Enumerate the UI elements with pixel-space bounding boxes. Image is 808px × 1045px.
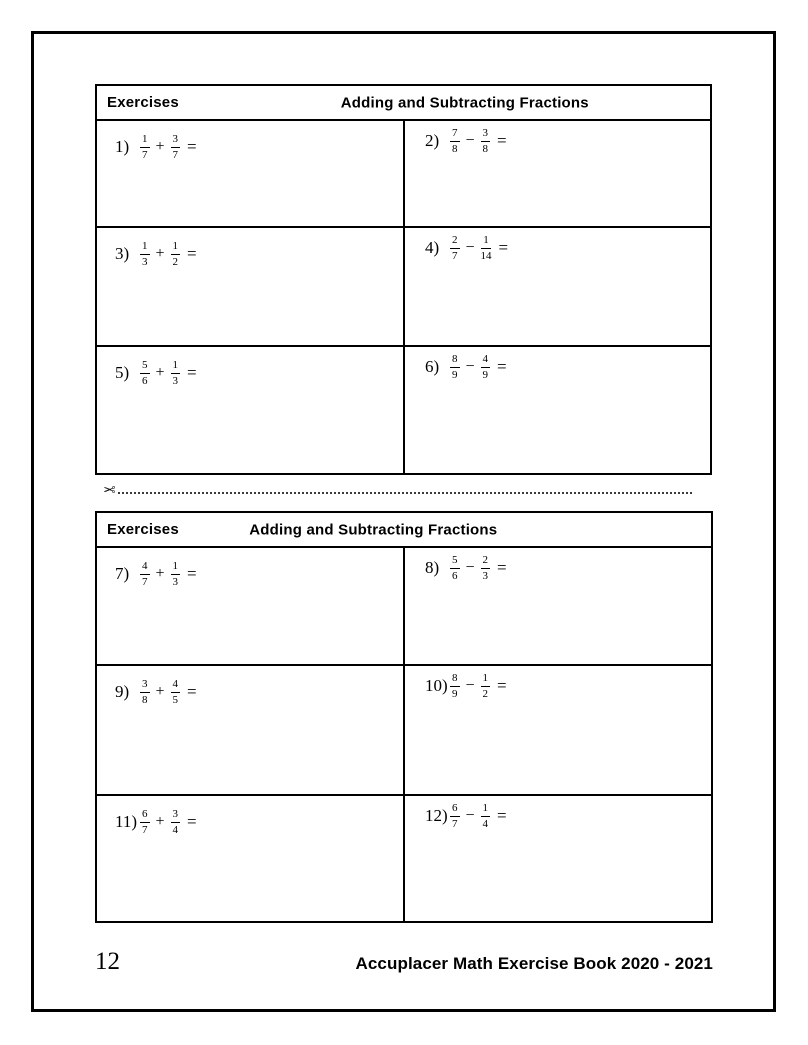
equals-sign: =	[497, 131, 507, 151]
problem-cell-11	[97, 796, 405, 921]
problem-cell-1	[97, 121, 405, 226]
denominator: 7	[142, 823, 148, 836]
denominator: 4	[482, 817, 489, 830]
numerator: 1	[171, 359, 181, 374]
denominator: 6	[142, 374, 148, 387]
numerator: 6	[140, 808, 150, 823]
problem-6	[425, 353, 710, 381]
fraction	[140, 560, 150, 588]
fraction	[171, 359, 181, 387]
fraction	[171, 808, 181, 836]
fraction	[450, 554, 460, 582]
fraction	[481, 127, 491, 155]
problem-cell-2	[405, 121, 710, 226]
problem-10	[425, 672, 711, 700]
numerator: 2	[481, 554, 491, 569]
fraction	[450, 672, 460, 700]
problem-9	[115, 678, 403, 706]
page-footer	[95, 948, 713, 976]
equals-sign: =	[187, 137, 197, 157]
fraction	[171, 678, 181, 706]
numerator: 2	[450, 234, 460, 249]
operator: −	[465, 358, 475, 376]
problem-cell-5	[97, 347, 405, 473]
fraction	[481, 554, 491, 582]
problem-4	[425, 234, 710, 262]
problem-number: 5)	[115, 363, 130, 383]
problem-5	[115, 359, 403, 387]
numerator: 3	[171, 808, 181, 823]
problem-cell-4	[405, 228, 710, 345]
operator: −	[465, 677, 475, 695]
numerator: 1	[481, 672, 491, 687]
cut-here-line	[103, 481, 692, 499]
denominator: 4	[172, 823, 179, 836]
problem-8	[425, 554, 711, 582]
denominator: 3	[482, 569, 489, 582]
operator: −	[465, 559, 475, 577]
denominator: 7	[452, 817, 458, 830]
equals-sign: =	[187, 363, 197, 383]
fraction	[171, 133, 181, 161]
problem-cell-7	[97, 548, 405, 664]
numerator: 8	[450, 353, 460, 368]
denominator: 7	[452, 249, 458, 262]
denominator: 2	[482, 687, 489, 700]
problem-number: 2)	[425, 131, 440, 151]
numerator: 1	[140, 133, 150, 148]
fraction	[481, 234, 492, 262]
numerator: 4	[140, 560, 150, 575]
problem-3	[115, 240, 403, 268]
problem-cell-12	[405, 796, 711, 921]
denominator: 9	[452, 687, 458, 700]
equals-sign: =	[187, 564, 197, 584]
problem-number: 9)	[115, 682, 130, 702]
numerator: 1	[171, 240, 181, 255]
operator: +	[155, 683, 165, 701]
operator: −	[465, 807, 475, 825]
denominator: 8	[452, 142, 458, 155]
equals-sign: =	[497, 558, 507, 578]
denominator: 3	[172, 575, 179, 588]
numerator: 3	[140, 678, 150, 693]
numerator: 6	[450, 802, 460, 817]
fraction	[481, 672, 491, 700]
denominator: 7	[142, 575, 148, 588]
denominator: 7	[142, 148, 148, 161]
exercise-table-2	[95, 511, 713, 923]
problem-number: 4)	[425, 238, 440, 258]
fraction	[450, 234, 460, 262]
operator: −	[465, 132, 475, 150]
denominator: 8	[482, 142, 489, 155]
table-row	[97, 794, 711, 921]
numerator: 1	[481, 234, 491, 249]
dotted-cut-line	[118, 492, 692, 494]
table-row	[97, 664, 711, 794]
fraction	[481, 802, 491, 830]
fraction	[140, 133, 150, 161]
problem-11	[115, 808, 403, 836]
problem-number: 3)	[115, 244, 130, 264]
denominator: 5	[172, 693, 179, 706]
book-title: Accuplacer Math Exercise Book 2020 - 2021	[355, 954, 713, 973]
equals-sign: =	[498, 238, 509, 258]
table-row	[97, 548, 711, 664]
denominator: 3	[142, 255, 148, 268]
problem-cell-3	[97, 228, 405, 345]
table-row	[97, 121, 710, 226]
table-2-header	[97, 513, 711, 548]
problem-number: 8)	[425, 558, 440, 578]
denominator: 3	[172, 374, 179, 387]
equals-sign: =	[187, 812, 197, 832]
numerator: 1	[481, 802, 491, 817]
exercise-table-1	[95, 84, 712, 475]
numerator: 3	[481, 127, 491, 142]
problem-cell-9	[97, 666, 405, 794]
table-row	[97, 345, 710, 473]
denominator: 2	[172, 255, 179, 268]
table-row	[97, 226, 710, 345]
fraction	[481, 353, 491, 381]
numerator: 4	[481, 353, 491, 368]
numerator: 3	[171, 133, 181, 148]
exercises-label: Exercises	[107, 94, 179, 111]
fraction	[171, 240, 181, 268]
denominator: 14	[480, 249, 492, 262]
equals-sign: =	[497, 357, 507, 377]
equals-sign: =	[497, 806, 507, 826]
equals-sign: =	[187, 682, 197, 702]
fraction	[140, 678, 150, 706]
problem-1	[115, 133, 403, 161]
problem-7	[115, 560, 403, 588]
operator: +	[155, 245, 165, 263]
operator: +	[155, 364, 165, 382]
fraction	[450, 127, 460, 155]
problem-number: 10)	[425, 676, 448, 696]
operator: −	[465, 239, 475, 257]
denominator: 7	[172, 148, 179, 161]
fraction	[140, 240, 150, 268]
equals-sign: =	[497, 676, 507, 696]
equals-sign: =	[187, 244, 197, 264]
problem-cell-10	[405, 666, 711, 794]
problem-number: 12)	[425, 806, 448, 826]
problem-number: 11)	[115, 812, 138, 832]
operator: +	[155, 138, 165, 156]
problem-cell-6	[405, 347, 710, 473]
numerator: 5	[450, 554, 460, 569]
denominator: 9	[452, 368, 458, 381]
scissors-icon: ✂	[103, 481, 116, 499]
fraction	[450, 353, 460, 381]
problem-number: 6)	[425, 357, 440, 377]
numerator: 5	[140, 359, 150, 374]
operator: +	[155, 813, 165, 831]
table-title: Adding and Subtracting Fractions	[249, 521, 498, 538]
numerator: 1	[140, 240, 150, 255]
numerator: 8	[450, 672, 460, 687]
numerator: 7	[450, 127, 460, 142]
fraction	[140, 808, 150, 836]
operator: +	[155, 565, 165, 583]
numerator: 4	[171, 678, 181, 693]
fraction	[140, 359, 150, 387]
problem-number: 7)	[115, 564, 130, 584]
table-title: Adding and Subtracting Fractions	[340, 94, 589, 111]
denominator: 8	[142, 693, 148, 706]
denominator: 6	[452, 569, 458, 582]
problem-number: 1)	[115, 137, 130, 157]
problem-12	[425, 802, 711, 830]
fraction	[171, 560, 181, 588]
problem-cell-8	[405, 548, 711, 664]
table-1-header	[97, 86, 710, 121]
exercises-label: Exercises	[107, 521, 179, 538]
denominator: 9	[482, 368, 489, 381]
fraction	[450, 802, 460, 830]
page-number: 12	[95, 948, 120, 975]
problem-2	[425, 127, 710, 155]
numerator: 1	[171, 560, 181, 575]
